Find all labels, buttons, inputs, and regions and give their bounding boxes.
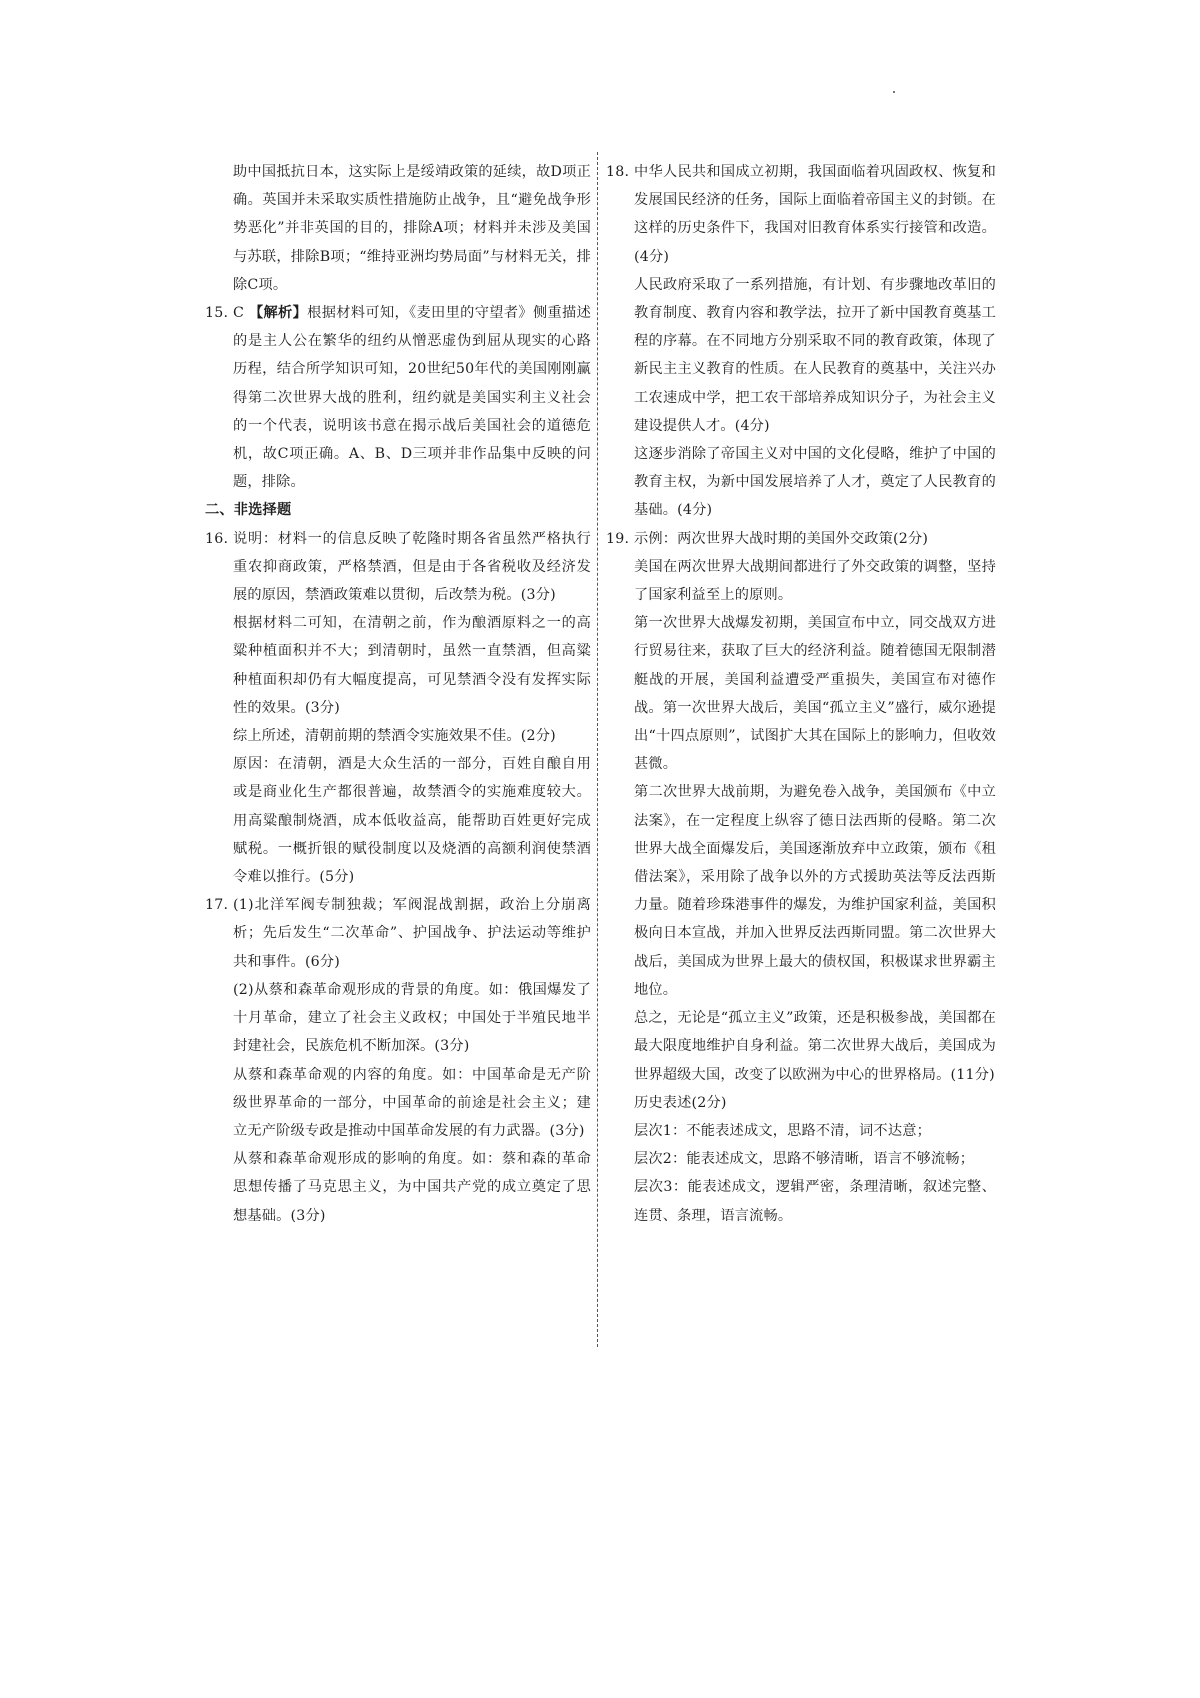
answer-paragraph: 从蔡和森革命观形成的影响的角度。如：蔡和森的革命思想传播了马克思主义，为中国共产党的成立奠定了思想基础。(3分) <box>233 1151 591 1224</box>
question-number: 18. <box>606 164 630 180</box>
q15-analysis-text: 根据材料可知，《麦田里的守望者》侧重描述的是主人公在繁华的纽约从憎恶虚伪到屈从现实的心路历程，结合所学知识可知，20世纪50年代的美国刚刚赢得第二次世界大战的胜利，纽约就是美国实利主义社会的一个代表，说明该书意在揭示战后美国社会的道德危机，故C项正确。A、B、D三项并非作品集中反映的问题，排除。 <box>233 305 591 491</box>
scoring-level-2: 层次2：能表述成文，思路不够清晰，语言不够流畅； <box>634 1151 975 1168</box>
section-heading: 二、非选择题 <box>205 502 292 519</box>
question-17 <box>205 891 591 1229</box>
answer-paragraph: 总之，无论是“孤立主义”政策，还是积极参战，美国都在最大限度地维护自身利益。第二次世界大战后，美国成为世界超级大国，改变了以欧洲为中心的世界格局。(11分) <box>634 1010 996 1083</box>
answer-paragraph: 示例：两次世界大战时期的美国外交政策(2分) <box>634 530 929 547</box>
scoring-level-1: 层次1：不能表述成文，思路不清，词不达意； <box>634 1122 931 1139</box>
right-column <box>606 158 996 1230</box>
left-column <box>205 158 591 1230</box>
answer-paragraph: 这逐步消除了帝国主义对中国的文化侵略，维护了中国的教育主权，为新中国发展培养了人才，奠定了人民教育的基础。(4分) <box>634 446 996 519</box>
answer-paragraph: 原因：在清朝，酒是大众生活的一部分，百姓自酿自用或是商业化生产都很普遍，故禁酒令的实施难度较大。用高粱酿制烧酒，成本低收益高，能帮助百姓更好完成赋税。一概折银的赋役制度以及烧酒的高额利润使禁酒令难以推行。(5分) <box>233 756 591 886</box>
question-16 <box>205 525 591 892</box>
answer-paragraph: 中华人民共和国成立初期，我国面临着巩固政权、恢复和发展国民经济的任务，国际上面临着帝国主义的封锁。在这样的历史条件下，我国对旧教育体系实行接管和改造。(4分) <box>634 164 996 265</box>
question-number: 17. <box>205 897 229 914</box>
scoring-heading: 历史表述(2分) <box>634 1094 727 1111</box>
scan-speck <box>893 91 895 93</box>
analysis-tag: 【解析】 <box>248 305 308 322</box>
answer-paragraph: 根据材料二可知，在清朝之前，作为酿酒原料之一的高粱种植面积并不大；到清朝时，虽然一直禁酒，但高粱种植面积却仍有大幅度提高，可见禁酒令没有发挥实际性的效果。(3分) <box>233 615 591 716</box>
answer-paragraph: (1)北洋军阀专制独裁；军阀混战割据，政治上分崩离析；先后发生“二次革命”、护国战争、护法运动等维护共和事件。(6分) <box>233 897 591 970</box>
answer-paragraph: 美国在两次世界大战期间都进行了外交政策的调整，坚持了国家利益至上的原则。 <box>634 558 996 604</box>
question-number: 19. <box>606 530 630 547</box>
answer-paragraph: 第一次世界大战爆发初期，美国宣布中立，同交战双方进行贸易往来，获取了巨大的经济利益。随着德国无限制潜艇战的开展，美国利益遭受严重损失，美国宣布对德作战。第一次世界大战后，美国“孤立主义”盛行，威尔逊提出“十四点原则”，试图扩大其在国际上的影响力，但收效甚微。 <box>634 615 996 773</box>
column-divider <box>597 152 598 1347</box>
answer-paragraph: 综上所述，清朝前期的禁酒令实施效果不佳。(2分) <box>233 728 556 745</box>
question-18 <box>606 158 996 525</box>
answer-paragraph: (2)从蔡和森革命观形成的背景的角度。如：俄国爆发了十月革命，建立了社会主义政权；中国处于半殖民地半封建社会，民族危机不断加深。(3分) <box>233 981 591 1055</box>
question-19 <box>606 525 996 1230</box>
question-number: 15. <box>205 305 229 322</box>
answer-paragraph: 说明：材料一的信息反映了乾隆时期各省虽然严格执行重农抑商政策，严格禁酒，但是由于各省税收及经济发展的原因，禁酒政策难以贯彻，后改禁为税。(3分) <box>233 530 591 604</box>
answer-paragraph: 从蔡和森革命观的内容的角度。如：中国革命是无产阶级世界革命的一部分，中国革命的前途是社会主义；建立无产阶级专政是推动中国革命发展的有力武器。(3分) <box>233 1066 591 1139</box>
question-number: 16. <box>205 530 229 547</box>
answer-paragraph: 人民政府采取了一系列措施，有计划、有步骤地改革旧的教育制度、教育内容和教学法，拉开了新中国教育奠基工程的序幕。在不同地方分别采取不同的教育政策，体现了新民主主义教育的性质。在人民教育的奠基中，关注兴办工农速成中学，把工农干部培养成知识分子，为社会主义建设提供人才。(4分) <box>634 276 996 434</box>
scoring-level-3: 层次3：能表述成文，逻辑严密，条理清晰，叙述完整、连贯、条理，语言流畅。 <box>634 1179 996 1224</box>
question-15 <box>205 299 591 496</box>
q15-answer-block <box>233 299 591 496</box>
q14-explanation-tail: 助中国抵抗日本，这实际上是绥靖政策的延续，故D项正确。英国并未采取实质性措施防止战争，且“避免战争形势恶化”并非英国的目的，排除A项；材料并未涉及美国与苏联，排除B项；“维持亚洲均势局面”与材料无关，排除C项。 <box>233 164 591 293</box>
answer-paragraph: 第二次世界大战前期，为避免卷入战争，美国颁布《中立法案》，在一定程度上纵容了德日法西斯的侵略。第二次世界大战全面爆发后，美国逐渐放弃中立政策，颁布《租借法案》，采用除了战争以外的方式援助英法等反法西斯力量。随着珍珠港事件的爆发，为维护国家利益，美国积极向日本宣战，并加入世界反法西斯同盟。第二次世界大战后，美国成为世界上最大的债权国，积极谋求世界霸主地位。 <box>634 784 996 998</box>
answer-letter: C <box>233 305 245 322</box>
